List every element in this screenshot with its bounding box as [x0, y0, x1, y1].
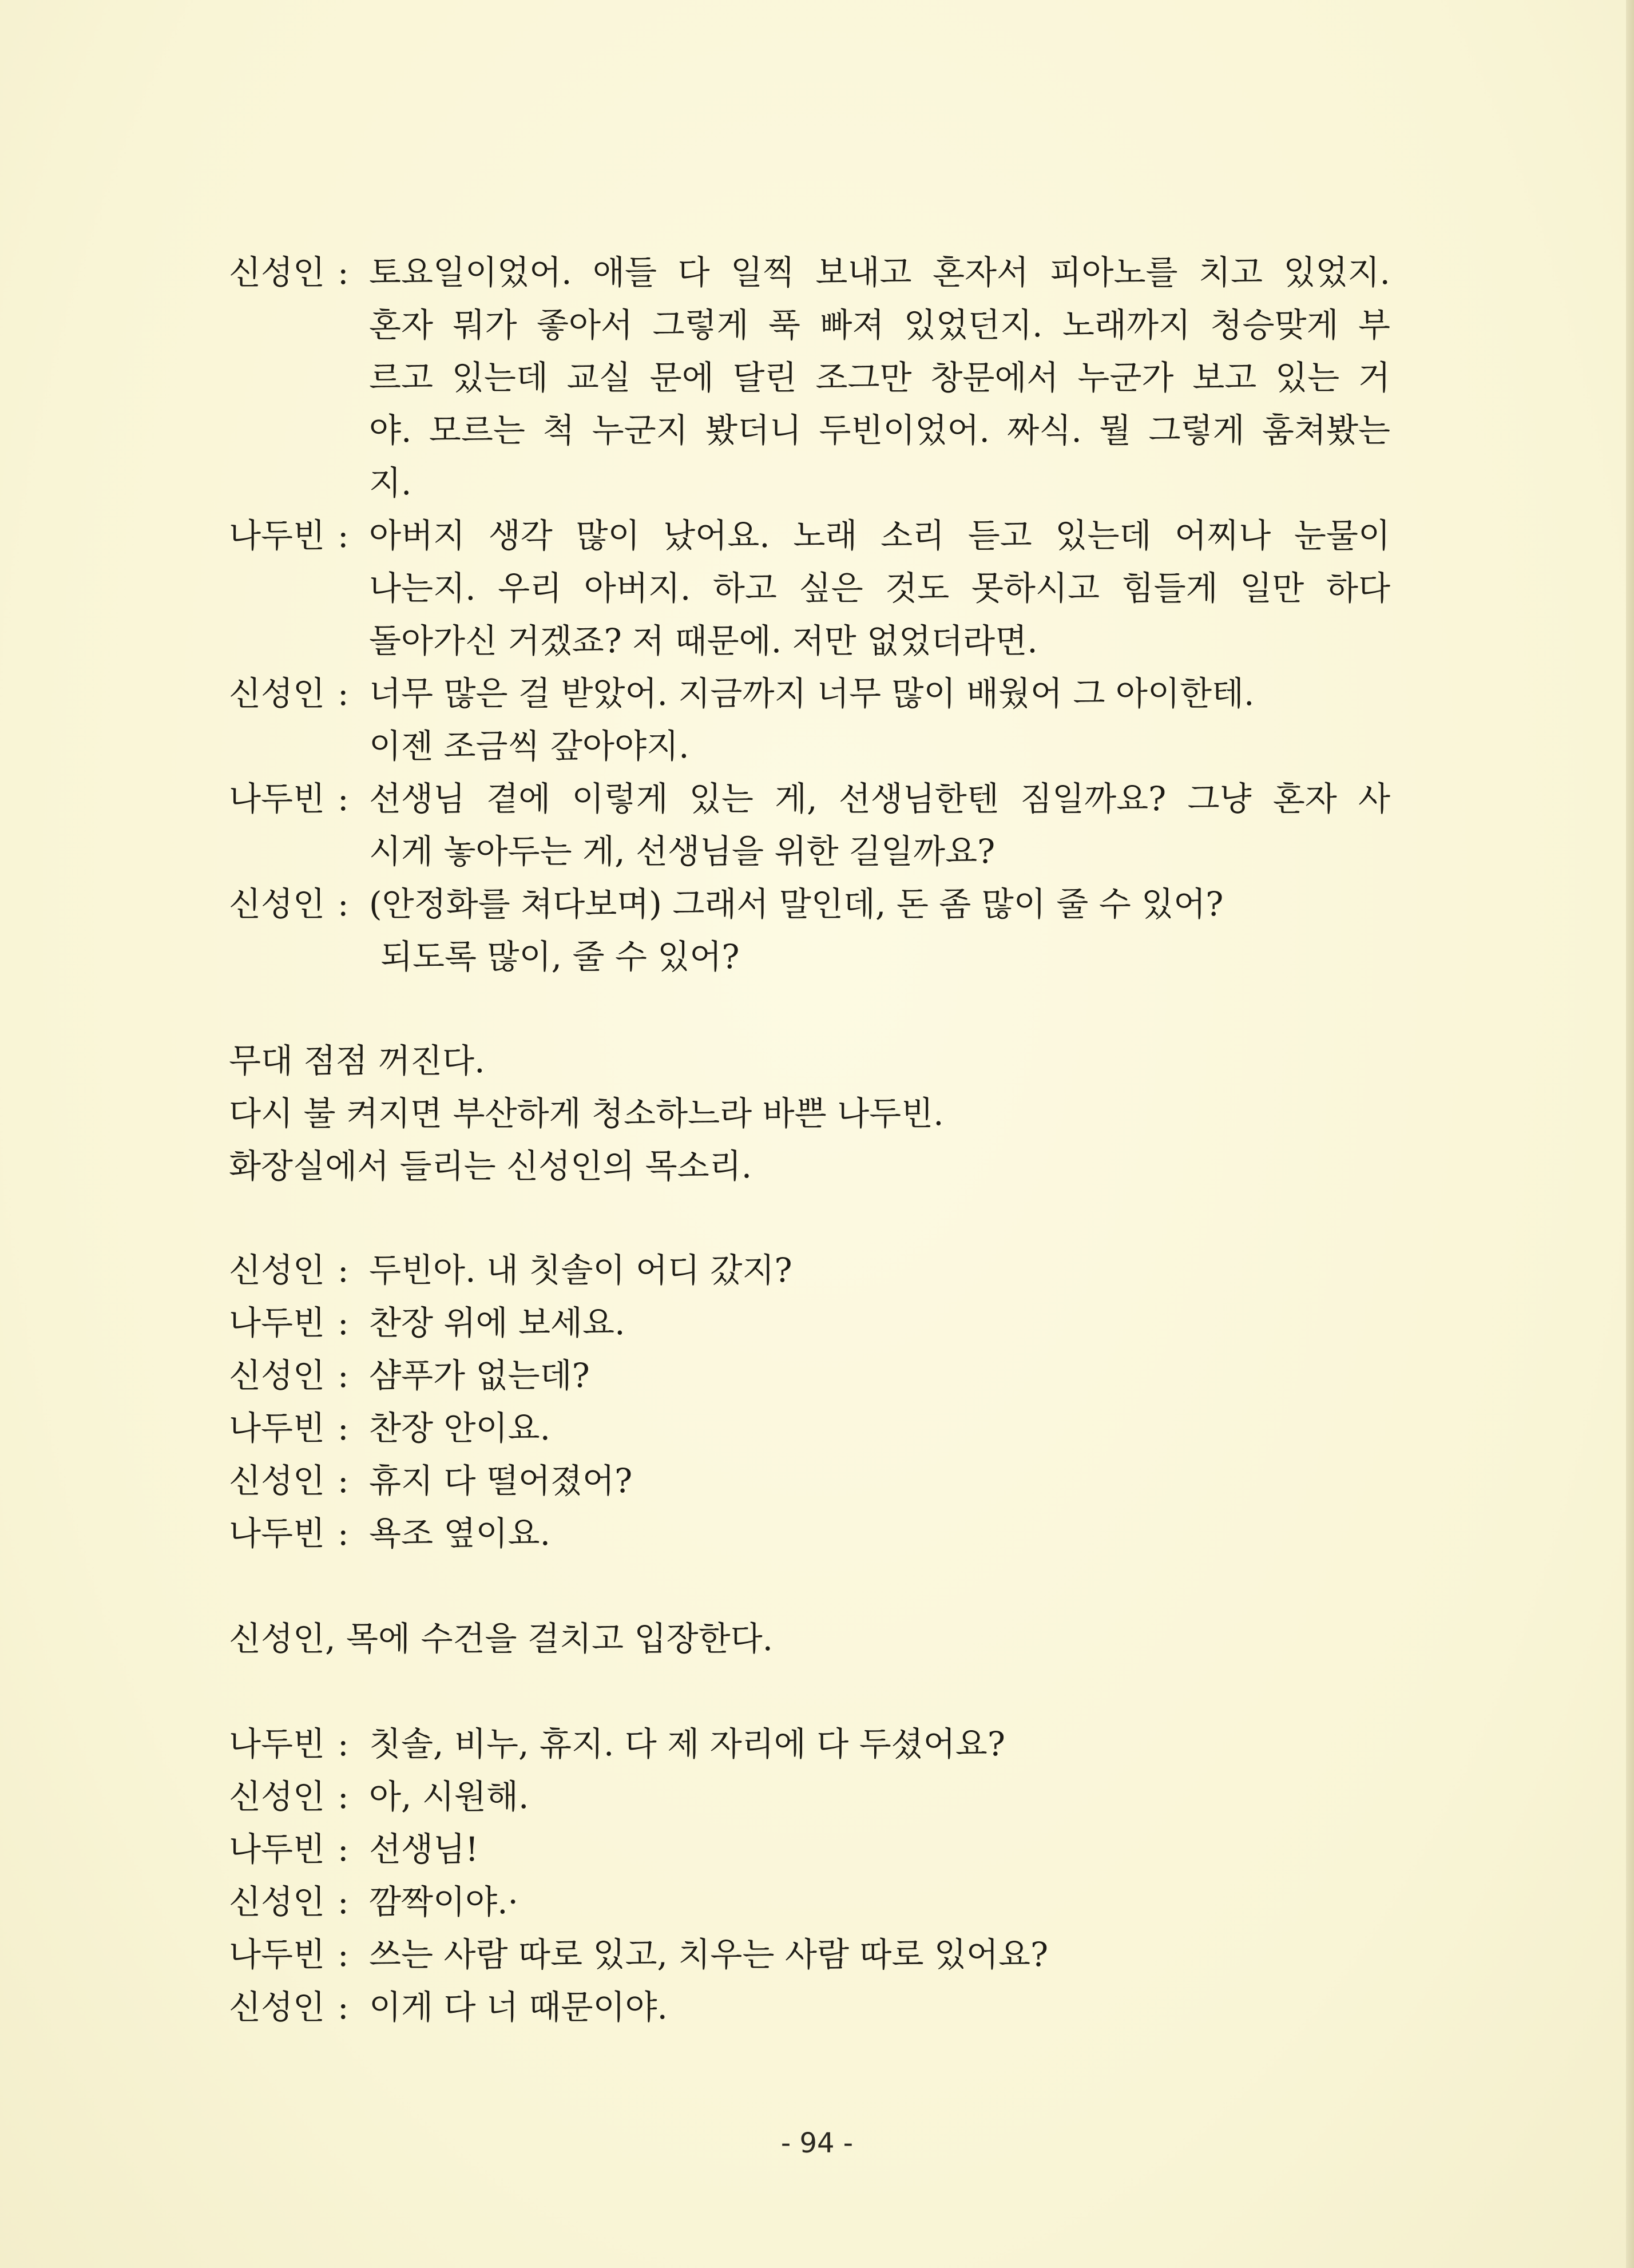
speaker-colon: :	[338, 1935, 349, 1974]
dialogue-turn	[229, 772, 1390, 878]
dialogue-turn	[229, 1402, 1390, 1454]
speaker-name: 나두빈	[229, 779, 326, 818]
speaker-name: 신성인	[229, 253, 326, 292]
speaker-name: 신성인	[229, 1777, 326, 1816]
speaker-colon: :	[338, 1356, 349, 1395]
script-body	[229, 246, 1390, 2033]
dialogue-line: 샴푸가 없는데?	[369, 1356, 590, 1395]
speaker-colon: :	[338, 1882, 349, 1921]
speaker-colon: :	[338, 1409, 349, 1448]
stage-direction-line: 다시 불 켜지면 부산하게 청소하느라 바쁜 나두빈.	[229, 1094, 944, 1133]
dialogue-line: 선생님 곁에 이렇게 있는 게, 선생님한텐 짐일까요? 그냥 혼자 사	[369, 779, 1390, 818]
dialogue-line: 찬장 위에 보세요.	[369, 1303, 625, 1342]
dialogue-line: 지.	[369, 463, 412, 502]
speaker-name: 나두빈	[229, 1303, 326, 1342]
dialogue-line: 르고 있는데 교실 문에 달린 조그만 창문에서 누군가 보고 있는 거	[369, 358, 1390, 397]
dialogue-line: 두빈아. 내 칫솔이 어디 갔지?	[369, 1251, 792, 1290]
stage-direction-line: 화장실에서 들리는 신성인의 목소리.	[229, 1147, 752, 1185]
dialogue-line: 시게 놓아두는 게, 선생님을 위한 길일까요?	[369, 832, 996, 871]
dialogue-line: 혼자 뭐가 좋아서 그렇게 푹 빠져 있었던지. 노래까지 청승맞게 부	[369, 306, 1390, 344]
dialogue-line: 깜짝이야.·	[369, 1882, 518, 1921]
dialogue-turn	[229, 509, 1390, 667]
stage-direction: 신성인, 목에 수건을 걸치고 입장한다.	[229, 1619, 774, 1658]
dialogue-turn	[229, 1876, 1390, 1928]
speaker-colon: :	[338, 779, 349, 818]
dialogue-turn	[229, 1823, 1390, 1876]
dialogue-turn	[229, 1244, 1390, 1296]
dialogue-line: 쓰는 사람 따로 있고, 치우는 사람 따로 있어요?	[369, 1935, 1049, 1974]
speaker-name: 나두빈	[229, 1830, 326, 1869]
dialogue-line: 돌아가신 거겠죠? 저 때문에. 저만 없었더라면.	[369, 621, 1038, 660]
dialogue-turn	[229, 1928, 1390, 1981]
speaker-name: 신성인	[229, 1251, 326, 1290]
speaker-colon: :	[338, 1303, 349, 1342]
dialogue-line: 선생님!	[369, 1830, 479, 1869]
dialogue-turn	[229, 667, 1390, 772]
dialogue-line: 나는지. 우리 아버지. 하고 싶은 것도 못하시고 힘들게 일만 하다	[369, 569, 1390, 608]
speaker-name: 나두빈	[229, 1935, 326, 1974]
page-edge	[1626, 0, 1634, 2268]
dialogue-line: 아, 시원해.	[369, 1777, 529, 1816]
speaker-name: 신성인	[229, 1988, 326, 2027]
dialogue-line: 너무 많은 걸 받았어. 지금까지 너무 많이 배웠어 그 아이한테.	[369, 674, 1255, 713]
speaker-name: 신성인	[229, 885, 326, 923]
dialogue-turn	[229, 1507, 1390, 1560]
dialogue-line: (안정화를 쳐다보며) 그래서 말인데, 돈 좀 많이 줄 수 있어?	[369, 885, 1224, 923]
dialogue-line: 야. 모르는 척 누군지 봤더니 두빈이었어. 짜식. 뭘 그렇게 훔쳐봤는	[369, 411, 1390, 450]
dialogue-line: 칫솔, 비누, 휴지. 다 제 자리에 다 두셨어요?	[369, 1724, 1005, 1763]
dialogue-turn	[229, 1981, 1390, 2033]
speaker-colon: :	[338, 1830, 349, 1869]
dialogue-turn	[229, 1770, 1390, 1823]
speaker-colon: :	[338, 253, 349, 292]
speaker-colon: :	[338, 1988, 349, 2027]
dialogue-line: 아버지 생각 많이 났어요. 노래 소리 듣고 있는데 어찌나 눈물이	[369, 516, 1390, 555]
dialogue-turn	[229, 246, 1390, 509]
dialogue-turn	[229, 1718, 1390, 1770]
speaker-colon: :	[338, 885, 349, 923]
dialogue-line: 되도록 많이, 줄 수 있어?	[380, 937, 740, 976]
dialogue-turn	[229, 1296, 1390, 1349]
stage-direction	[229, 1034, 1390, 1192]
dialogue-line: 욕조 옆이요.	[369, 1514, 551, 1553]
speaker-name: 신성인	[229, 1882, 326, 1921]
dialogue-line: 찬장 안이요.	[369, 1409, 551, 1448]
speaker-colon: :	[338, 1461, 349, 1500]
speaker-name: 나두빈	[229, 1514, 326, 1553]
speaker-name: 나두빈	[229, 1724, 326, 1763]
dialogue-turn	[229, 878, 1390, 983]
dialogue-line: 휴지 다 떨어졌어?	[369, 1461, 633, 1500]
dialogue-line: 이젠 조금씩 갚아야지.	[369, 727, 689, 766]
speaker-name: 신성인	[229, 1461, 326, 1500]
dialogue-turn	[229, 1349, 1390, 1402]
speaker-name: 신성인	[229, 1356, 326, 1395]
page-number: - 94 -	[780, 2127, 854, 2159]
speaker-colon: :	[338, 516, 349, 555]
speaker-colon: :	[338, 1724, 349, 1763]
speaker-colon: :	[338, 1514, 349, 1553]
speaker-colon: :	[338, 1251, 349, 1290]
dialogue-line: 토요일이었어. 애들 다 일찍 보내고 혼자서 피아노를 치고 있었지.	[369, 253, 1390, 292]
dialogue-line: 이게 다 너 때문이야.	[369, 1988, 668, 2027]
dialogue-turn	[229, 1454, 1390, 1507]
speaker-colon: :	[338, 674, 349, 713]
speaker-name: 나두빈	[229, 516, 326, 555]
stage-direction-line: 무대 점점 꺼진다.	[229, 1041, 485, 1080]
speaker-name: 신성인	[229, 674, 326, 713]
speaker-name: 나두빈	[229, 1409, 326, 1448]
speaker-colon: :	[338, 1777, 349, 1816]
